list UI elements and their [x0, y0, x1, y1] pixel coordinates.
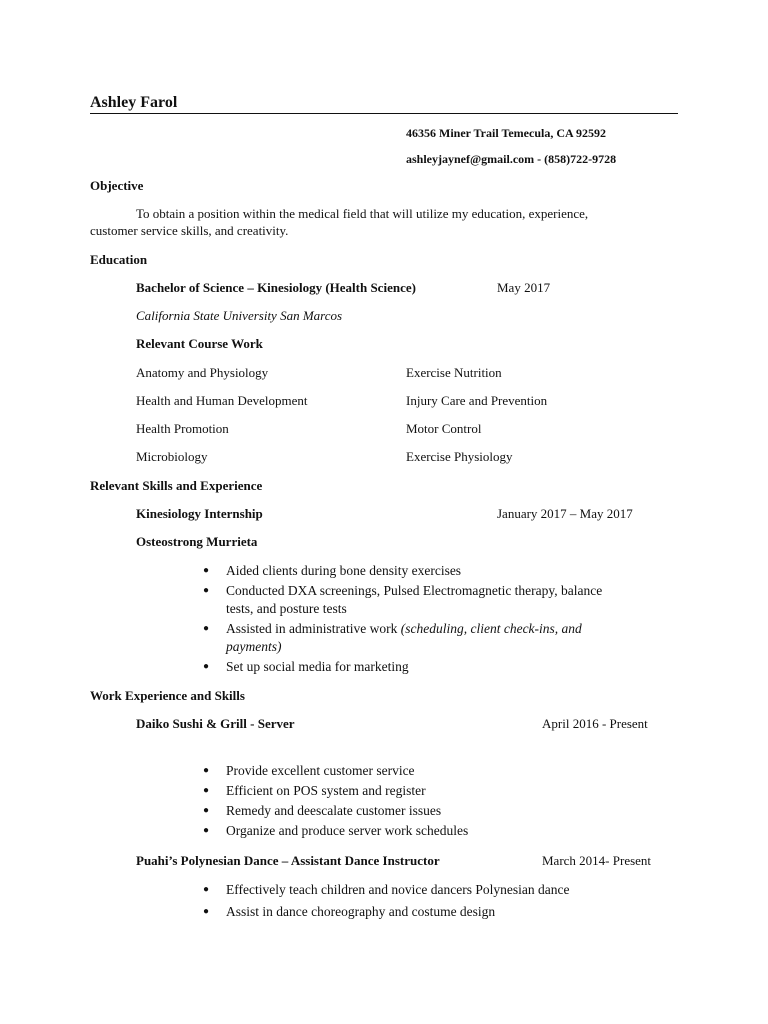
course-item: Microbiology: [136, 449, 208, 464]
internship-dates: January 2017 – May 2017: [497, 506, 633, 521]
work-heading: Work Experience and Skills: [90, 688, 245, 703]
education-heading: Education: [90, 252, 148, 267]
bullet-icon: ●: [203, 661, 210, 672]
bullet-icon: ●: [203, 565, 210, 576]
list-item-continuation: tests, and posture tests: [226, 601, 347, 616]
internship-org: Osteostrong Murrieta: [136, 534, 258, 549]
list-item: Efficient on POS system and register: [226, 783, 426, 798]
course-item: Anatomy and Physiology: [136, 365, 269, 380]
list-item: Effectively teach children and novice dancers Polynesian dance: [226, 882, 570, 897]
bullet-icon: ●: [203, 623, 210, 634]
degree-title: Bachelor of Science – Kinesiology (Health Science): [136, 280, 416, 295]
bullet-icon: ●: [203, 884, 210, 895]
list-item: Aided clients during bone density exercises: [226, 563, 462, 578]
list-item-italic: (scheduling, client check-ins, and: [400, 621, 582, 636]
list-item: Organize and produce server work schedules: [226, 823, 469, 838]
course-item: Exercise Physiology: [406, 449, 513, 464]
list-item: Set up social media for marketing: [226, 659, 409, 674]
bullet-icon: ●: [203, 805, 210, 816]
bullet-icon: ●: [203, 906, 210, 917]
list-item-text: Assisted in administrative work: [226, 621, 401, 636]
contact-info: ashleyjaynef@gmail.com - (858)722-9728: [406, 152, 617, 166]
objective-heading: Objective: [90, 178, 144, 193]
list-item: Remedy and deescalate customer issues: [226, 803, 442, 818]
applicant-name: Ashley Farol: [90, 94, 678, 114]
objective-line-1: To obtain a position within the medical field that will utilize my education, experience,: [136, 206, 589, 221]
internship-title: Kinesiology Internship: [136, 506, 263, 521]
bullet-icon: ●: [203, 825, 210, 836]
list-item: Conducted DXA screenings, Pulsed Electromagnetic therapy, balance: [226, 583, 603, 598]
skills-heading: Relevant Skills and Experience: [90, 478, 263, 493]
objective-line-2: customer service skills, and creativity.: [90, 223, 289, 238]
bullet-icon: ●: [203, 785, 210, 796]
course-item: Health Promotion: [136, 421, 229, 436]
list-item: Assist in dance choreography and costume design: [226, 904, 496, 919]
list-item-continuation: payments): [226, 639, 282, 654]
job-dates: April 2016 - Present: [542, 716, 648, 731]
list-item: [226, 621, 582, 637]
job-dates: March 2014- Present: [542, 853, 652, 868]
bullet-icon: ●: [203, 765, 210, 776]
degree-date: May 2017: [497, 280, 551, 295]
address: 46356 Miner Trail Temecula, CA 92592: [406, 126, 606, 140]
job-title: Daiko Sushi & Grill - Server: [136, 716, 295, 731]
school-name: California State University San Marcos: [136, 308, 343, 323]
bullet-icon: ●: [203, 585, 210, 596]
course-item: Motor Control: [406, 421, 482, 436]
list-item: Provide excellent customer service: [226, 763, 415, 778]
coursework-heading: Relevant Course Work: [136, 336, 263, 351]
course-item: Health and Human Development: [136, 393, 308, 408]
job-title: Puahi’s Polynesian Dance – Assistant Dance Instructor: [136, 853, 440, 868]
course-item: Exercise Nutrition: [406, 365, 502, 380]
course-item: Injury Care and Prevention: [406, 393, 548, 408]
